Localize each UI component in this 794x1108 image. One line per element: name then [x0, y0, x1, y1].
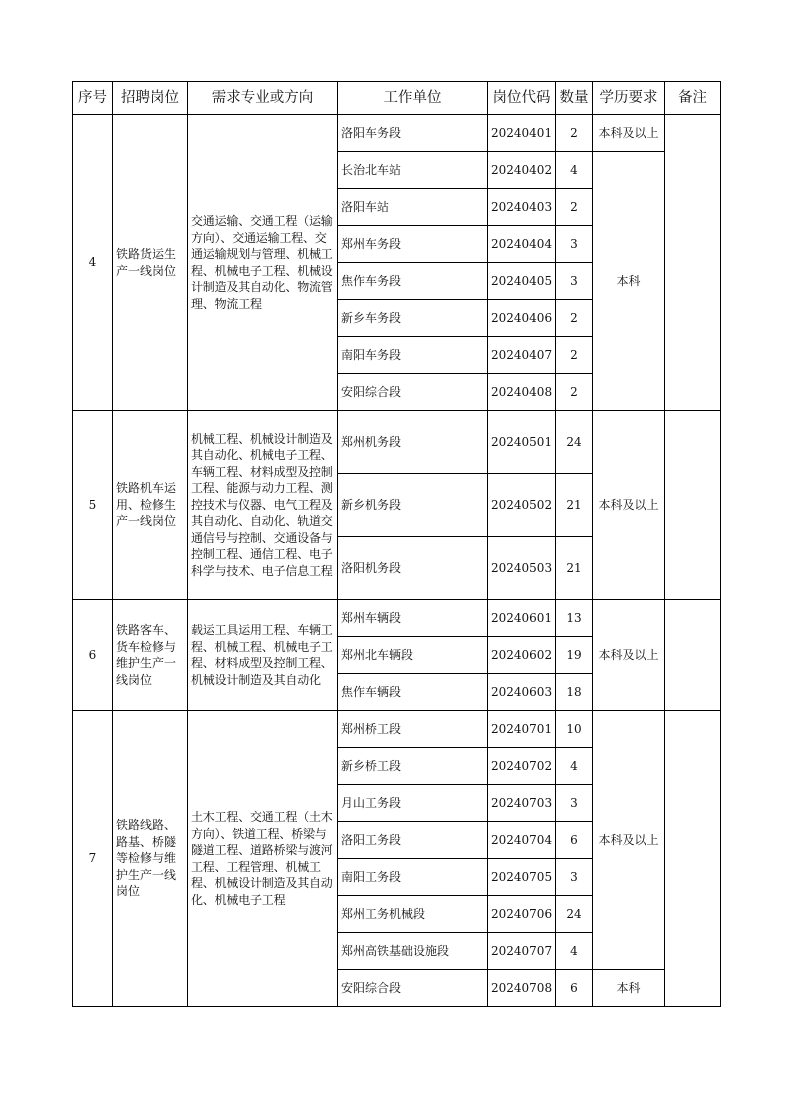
- unit-cell: 安阳综合段: [338, 374, 488, 411]
- table-row: [73, 600, 721, 637]
- code-cell: 20240703: [488, 785, 556, 822]
- post-cell: 铁路客车、货车检修与维护生产一线岗位: [113, 600, 188, 711]
- seq-cell: 5: [73, 411, 113, 600]
- edu-cell: 本科: [593, 970, 665, 1007]
- qty-cell: 24: [556, 896, 593, 933]
- unit-cell: 洛阳工务段: [338, 822, 488, 859]
- code-cell: 20240401: [488, 115, 556, 152]
- qty-cell: 4: [556, 933, 593, 970]
- qty-cell: 10: [556, 711, 593, 748]
- unit-cell: 洛阳车务段: [338, 115, 488, 152]
- code-cell: 20240707: [488, 933, 556, 970]
- qty-cell: 2: [556, 189, 593, 226]
- table-row: [73, 711, 721, 748]
- edu-cell: 本科: [593, 152, 665, 411]
- unit-cell: 新乡机务段: [338, 474, 488, 537]
- code-cell: 20240702: [488, 748, 556, 785]
- header-code: 岗位代码: [488, 82, 556, 115]
- qty-cell: 3: [556, 263, 593, 300]
- qty-cell: 2: [556, 300, 593, 337]
- major-cell: 交通运输、交通工程（运输方向）、交通运输工程、交通运输规划与管理、机械工程、机械电子工程、机械设计制造及其自动化、物流管理、物流工程: [188, 115, 338, 411]
- qty-cell: 2: [556, 337, 593, 374]
- major-cell: 土木工程、交通工程（土木方向）、铁道工程、桥梁与隧道工程、道路桥梁与渡河工程、工程管理、机械工程、机械设计制造及其自动化、机械电子工程: [188, 711, 338, 1007]
- code-cell: 20240407: [488, 337, 556, 374]
- unit-cell: 郑州北车辆段: [338, 637, 488, 674]
- table-row: [73, 115, 721, 152]
- unit-cell: 南阳工务段: [338, 859, 488, 896]
- code-cell: 20240706: [488, 896, 556, 933]
- code-cell: 20240501: [488, 411, 556, 474]
- unit-cell: 新乡车务段: [338, 300, 488, 337]
- unit-cell: 南阳车务段: [338, 337, 488, 374]
- unit-cell: 月山工务段: [338, 785, 488, 822]
- edu-cell: 本科及以上: [593, 411, 665, 600]
- recruitment-table: [72, 81, 721, 1007]
- edu-cell: 本科及以上: [593, 115, 665, 152]
- code-cell: 20240704: [488, 822, 556, 859]
- major-cell: 载运工具运用工程、车辆工程、机械工程、机械电子工程、材料成型及控制工程、机械设计制造及其自动化: [188, 600, 338, 711]
- header-edu: 学历要求: [593, 82, 665, 115]
- code-cell: 20240405: [488, 263, 556, 300]
- qty-cell: 2: [556, 115, 593, 152]
- qty-cell: 13: [556, 600, 593, 637]
- unit-cell: 安阳综合段: [338, 970, 488, 1007]
- unit-cell: 郑州机务段: [338, 411, 488, 474]
- qty-cell: 3: [556, 785, 593, 822]
- code-cell: 20240602: [488, 637, 556, 674]
- unit-cell: 长治北车站: [338, 152, 488, 189]
- code-cell: 20240402: [488, 152, 556, 189]
- unit-cell: 郑州车辆段: [338, 600, 488, 637]
- unit-cell: 郑州工务机械段: [338, 896, 488, 933]
- code-cell: 20240708: [488, 970, 556, 1007]
- qty-cell: 6: [556, 970, 593, 1007]
- code-cell: 20240601: [488, 600, 556, 637]
- qty-cell: 18: [556, 674, 593, 711]
- code-cell: 20240406: [488, 300, 556, 337]
- seq-cell: 7: [73, 711, 113, 1007]
- table-body: [73, 115, 721, 1007]
- edu-cell: 本科及以上: [593, 600, 665, 711]
- qty-cell: 3: [556, 859, 593, 896]
- code-cell: 20240502: [488, 474, 556, 537]
- seq-cell: 4: [73, 115, 113, 411]
- unit-cell: 郑州高铁基础设施段: [338, 933, 488, 970]
- code-cell: 20240403: [488, 189, 556, 226]
- unit-cell: 新乡桥工段: [338, 748, 488, 785]
- post-cell: 铁路货运生产一线岗位: [113, 115, 188, 411]
- code-cell: 20240408: [488, 374, 556, 411]
- header-unit: 工作单位: [338, 82, 488, 115]
- unit-cell: 郑州车务段: [338, 226, 488, 263]
- unit-cell: 郑州桥工段: [338, 711, 488, 748]
- seq-cell: 6: [73, 600, 113, 711]
- qty-cell: 21: [556, 474, 593, 537]
- note-cell: [665, 600, 721, 711]
- header-seq: 序号: [73, 82, 113, 115]
- qty-cell: 19: [556, 637, 593, 674]
- edu-cell: 本科及以上: [593, 711, 665, 970]
- qty-cell: 21: [556, 537, 593, 600]
- unit-cell: 洛阳车站: [338, 189, 488, 226]
- qty-cell: 24: [556, 411, 593, 474]
- note-cell: [665, 411, 721, 600]
- post-cell: 铁路机车运用、检修生产一线岗位: [113, 411, 188, 600]
- post-cell: 铁路线路、路基、桥隧等检修与维护生产一线岗位: [113, 711, 188, 1007]
- unit-cell: 焦作车辆段: [338, 674, 488, 711]
- code-cell: 20240603: [488, 674, 556, 711]
- code-cell: 20240503: [488, 537, 556, 600]
- note-cell: [665, 711, 721, 1007]
- header-row: [73, 82, 721, 115]
- unit-cell: 洛阳机务段: [338, 537, 488, 600]
- qty-cell: 6: [556, 822, 593, 859]
- major-cell: 机械工程、机械设计制造及其自动化、机械电子工程、车辆工程、材料成型及控制工程、能源与动力工程、测控技术与仪器、电气工程及其自动化、自动化、轨道交通信号与控制、交通设备与控制工程、通信工程、电子科学与技术、电子信息工程: [188, 411, 338, 600]
- code-cell: 20240705: [488, 859, 556, 896]
- header-note: 备注: [665, 82, 721, 115]
- header-major: 需求专业或方向: [188, 82, 338, 115]
- qty-cell: 4: [556, 748, 593, 785]
- note-cell: [665, 115, 721, 411]
- qty-cell: 3: [556, 226, 593, 263]
- header-qty: 数量: [556, 82, 593, 115]
- code-cell: 20240701: [488, 711, 556, 748]
- code-cell: 20240404: [488, 226, 556, 263]
- unit-cell: 焦作车务段: [338, 263, 488, 300]
- header-post: 招聘岗位: [113, 82, 188, 115]
- qty-cell: 2: [556, 374, 593, 411]
- qty-cell: 4: [556, 152, 593, 189]
- table-row: [73, 411, 721, 474]
